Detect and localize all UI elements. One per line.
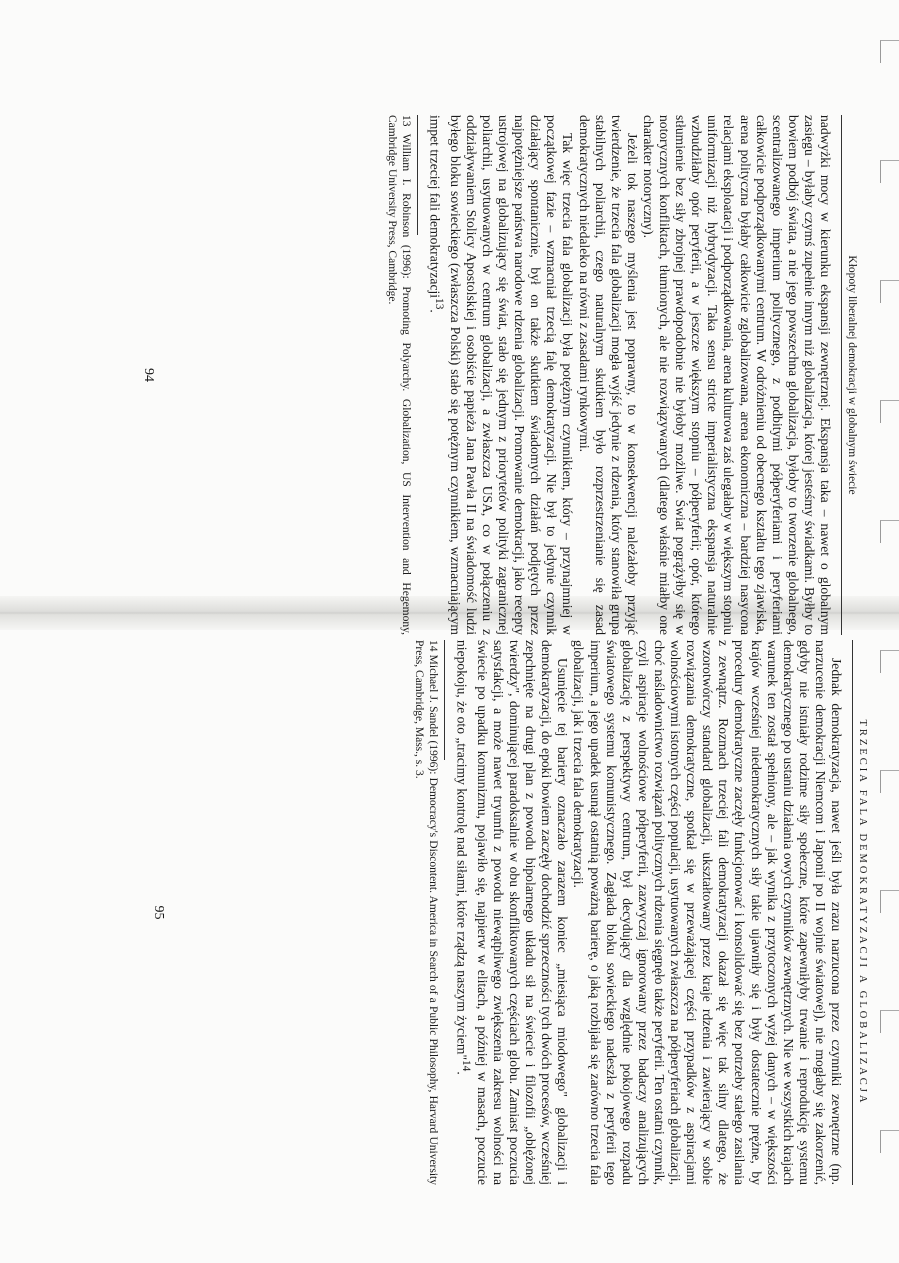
paragraph-text: Tak więc trzecia fala globalizacji była potężnym czynnikiem, który – przynajmniej w początkowej fazie – wzmacniał trzecią falę demokratyzacji. Nie był to jedynie czynnik działający spontanicznie, był on także skutkiem świadomych działań podjętych przez najpotężniejsze państwa narodowe rdzenia globalizacji. Promowanie demokracji, jako recepty ustrojowej na globalizujący się świat, stało się jednym z priorytetów polityki zagranicznej poliarchii, usytuowanych w centrum globalizacji, a zwłaszcza USA, co w połączeniu z oddziaływaniem Stolicy Apostolskiej i osobiście papieża Jana Pawła II na świadomość ludzi byłego bloku sowieckiego (zwłaszcza Polski) stało się potężnym czynnikiem, wzmacniającym impet trzeciej fali demokratyzacji	[427, 115, 576, 635]
page-edge-mark	[880, 520, 899, 543]
page-95	[151, 640, 868, 1185]
paragraph-text: Usunięcie tej bariery oznaczało zarazem koniec „miesiąca miodowego" globalizacji i demokratyzacji, do epoki bowiem zaczęły dochodzić sprzeczności tych dwóch procesów, wcześniej zepchnięte na drugi plan z powodu bipolarnego układu sił na świecie i filozofii „oblężonej twierdzy", dominującej paradoksalnie w obu skonfliktowanych częściach globu. Zamiast poczucia satysfakcji, a może nawet tryumfu z powodu niewątpliwego zwiększenia zakresu wolności na świecie po upadku komunizmu, pojawiło się, najpierw w elitach, a później w masach, poczucie niepokoju, że oto „tracimy kontrolę nad siłami, które rządzą naszym życiem"	[454, 640, 571, 1185]
footnote: 14 Michael J. Sandel (1996): Democracy's Discontent. America in Search of a Public Philosophy, Harvard University Press, Cambridge, Mass., s. 3.	[413, 640, 440, 1185]
page-edge-mark	[880, 1010, 899, 1033]
page-edge-mark	[880, 1130, 899, 1153]
footnote: 13 William I. Robinson (1996): Promoting Polyarchy. Globalization, US Intervention and Hegemony, Cambridge University Press, Cambridge.	[386, 115, 413, 635]
footnote-rule	[417, 115, 418, 235]
page-edge-mark	[880, 400, 899, 423]
footnote-rule	[444, 640, 445, 760]
body-text-right	[453, 640, 844, 1185]
running-head-right: TRZECIA FALA DEMOKRATYZACJI A GLOBALIZACJA	[852, 640, 868, 1185]
paragraph: Jeżeli tok naszego myślenia jest poprawny, to w konsekwencji należałoby przyjąć twierdzenie, że trzecia fala globalizacji mogła wyjść jedynie z rdzenia, który stanowiła grupa stabilnych poliarchii, czego naturalnym skutkiem było rozprzestrzenianie się zasad demokratycznych niedaleko na równi z zasadami rynkowymi.	[576, 115, 640, 635]
paragraph: Jednak demokratyzacja, nawet jeśli była zrazu narzucona przez czynniki zewnętrzne (np. narzucenie demokracji Niemcom i Japonii po II wojnie światowej), nie mogłaby się zakorzenić, gdyby nie istniały rodzime siły społeczne, które zapewniłyby trwanie i reprodukcję systemu demokratycznego po ustaniu działania owych czynników zewnętrznych. Nie we wszystkich krajach warunek ten został spełniony, ale – jak wynika z przytoczonych wyżej danych – w większości krajów wcześniej niedemokratycznych siły takie ujawniły się i były dostatecznie prężne, by procedury demokratyczne zaczęły funkcjonować i konsolidować się bez potrzeby stałego zasilania z zewnątrz. Rozmach trzeciej fali demokratyzacji okazał się więc tak silny dlatego, że wzorotwórczy standard globalizacji, ukształtowany przez kraje rdzenia i zawierający w sobie rozwiązania demokratyczne, spotkał się w przeważającej części przypadków z aspiracjami wolnościowymi istotnych części populacji, usytuowanych zwłaszcza na półperyferiach globalizacji, choć naśladownictwo rozwiązań politycznych rdzenia sięgnęło także peryferii. Ten ostatni czynnik, czyli aspiracje wolnościowe półperyferii, zazwyczaj ignorowany przez badaczy analizujących globalizację z perspektywy centrum, był decydujący dla względnie pokojowego rozpadu światowego systemu komunistycznego. Zagłada bloku sowieckiego nadeszła z peryferii tego imperium, a jego upadek usunął ostatnią poważną barierę, o jaką rozbijała się zarówno trzecia fala globalizacji, jak i trzecia fala demokratyzacji.	[571, 640, 844, 1185]
page-edge-mark	[880, 650, 899, 673]
footnote-ref: 14	[459, 1060, 472, 1072]
paragraph: nadwyżki mocy w kierunku ekspansji zewnętrznej. Ekspansja taka – nawet o globalnym zasięgu – byłaby czymś zupełnie innym niż globalizacja, której jesteśmy świadkami. Byłby to bowiem podbój świata, a nie jego powszechna globalizacja, byłoby to tworzenie globalnego, scentralizowanego imperium politycznego, z podbitymi półperyferiami i peryferiami całkowicie podporządkowanymi centrum. W odróżnieniu od obecnego kształtu tego zjawiska, arena polityczna byłaby całkowicie zglobalizowana, arena ekonomiczna – bardziej nasycona relacjami eksploatacji i podporządkowania, arena kulturowa zaś ulegałaby w większym stopniu uniformizacji niż hybrydyzacji. Taka sensu stricte imperialistyczna ekspansja naturalnie wzbudziłaby opór peryferii, a w jeszcze większym stopniu – półperyferii; opór, którego stłumienie bez siły zbrojnej prawdopodobnie nie byłoby możliwe. Świat pogrążyłby się w notorycznych konfliktach, tłumionych, ale nie rozwiązywanych (dlatego właśnie miałby one charakter notoryczny).	[640, 115, 833, 635]
footnote-ref: 13	[432, 298, 445, 310]
page-number-right: 95	[151, 905, 166, 920]
paragraph: Tak więc trzecia fala globalizacji była potężnym czynnikiem, który – przynajmniej w początkowej fazie – wzmacniał trzecią falę demokratyzacji. Nie był to jedynie czynnik działający spontanicznie, był on także skutkiem świadomych działań podjętych przez najpotężniejsze państwa narodowe rdzenia globalizacji. Promowanie demokracji, jako recepty ustrojowej na globalizujący się świat, stało się jednym z priorytetów polityki zagranicznej poliarchii, usytuowanych w centrum globalizacji, a zwłaszcza USA, co w połączeniu z oddziaływaniem Stolicy Apostolskiej i osobiście papieża Jana Pawła II na świadomość ludzi byłego bloku sowieckiego (zwłaszcza Polski) stało się potężnym czynnikiem, wzmacniającym impet trzeciej fali demokratyzacji$^{13}$.	[427, 115, 576, 635]
page-edge-mark	[880, 160, 899, 183]
page-number-left: 94	[141, 368, 156, 382]
page-edge-mark	[880, 280, 899, 303]
page-edge-mark	[880, 890, 899, 913]
body-text-left	[426, 115, 833, 635]
page-edge-mark	[880, 770, 899, 793]
running-head-left: Kłopoty liberalnej demokracji w globalnym świecie	[841, 115, 858, 635]
page-94	[141, 115, 858, 635]
page-edge-mark	[880, 40, 899, 63]
paragraph: Usunięcie tej bariery oznaczało zarazem koniec „miesiąca miodowego" globalizacji i demokratyzacji, do epoki bowiem zaczęły dochodzić sprzeczności tych dwóch procesów, wcześniej zepchnięte na drugi plan z powodu bipolarnego układu sił na świecie i filozofii „oblężonej twierdzy", dominującej paradoksalnie w obu skonfliktowanych częściach globu. Zamiast poczucia satysfakcji, a może nawet tryumfu z powodu niewątpliwego zwiększenia zakresu wolności na świecie po upadku komunizmu, pojawiło się, najpierw w elitach, a później w masach, poczucie niepokoju, że oto „tracimy kontrolę nad siłami, które rządzą naszym życiem"$^{14}$.	[454, 640, 571, 1185]
